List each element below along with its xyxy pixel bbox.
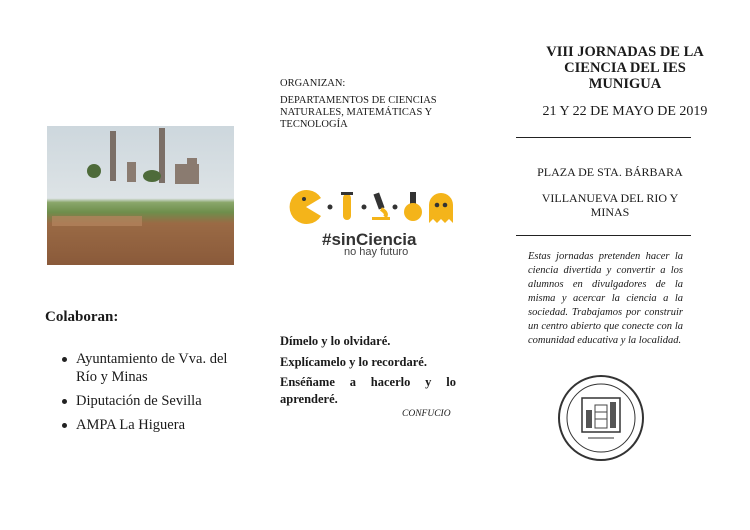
event-title-line: CIENCIA DEL IES [564,60,686,76]
quote-author: CONFUCIO [402,409,451,419]
left-panel [0,0,250,530]
quote-line: Dímelo y lo olvidaré. [280,334,391,348]
event-title-line: VIII JORNADAS DE LA [546,44,704,60]
event-town-line: VILLANUEVA DEL RIO Y [541,191,679,205]
event-place: PLAZA DE STA. BÁRBARA [537,165,683,179]
divider [516,235,691,236]
school-seal-emblem [555,372,647,464]
event-town-line: MINAS [590,205,630,219]
list-item: AMPA La Higuera [58,416,248,434]
quote-line: Explícamelo y lo recordaré. [280,355,427,369]
right-panel [500,0,750,530]
mining-landscape-photo [47,126,234,265]
event-title-line: MUNIGUA [588,76,662,92]
flask-icon [404,192,422,221]
colaboran-heading: Colaboran: [45,309,119,325]
logo-tagline: no hay futuro [344,246,409,258]
organizan-label: ORGANIZAN: [280,78,346,89]
event-town [500,191,720,219]
event-description: Estas jornadas pretenden hacer la ciencia divertida y convertir a los alumnos en divulgadores de la misma y acercar la ciencia a la sociedad. Trabajamos por construir un centro abierto que conecte con la comunidad educativa y la localidad. [528,251,683,346]
event-title [500,44,750,92]
test-tube-icon [341,192,353,220]
colaboran-list [58,350,248,440]
sinciencia-logo [284,187,454,227]
logo-hashtag: #sinCiencia [322,230,417,249]
divider [516,137,691,138]
middle-panel [250,0,500,530]
quote-line: Enséñame a hacerlo y lo aprenderé. [280,375,456,406]
pacman-icon [290,190,321,224]
ghost-icon [429,193,453,223]
list-item: Diputación de Sevilla [58,392,248,410]
organizan-departments: DEPARTAMENTOS DE CIENCIAS NATURALES, MATEMÁTICAS Y TECNOLOGÍA [280,95,437,130]
microscope-icon [372,192,390,220]
list-item: Ayuntamiento de Vva. del Río y Minas [58,350,248,386]
event-date: 21 Y 22 DE MAYO DE 2019 [542,104,708,119]
